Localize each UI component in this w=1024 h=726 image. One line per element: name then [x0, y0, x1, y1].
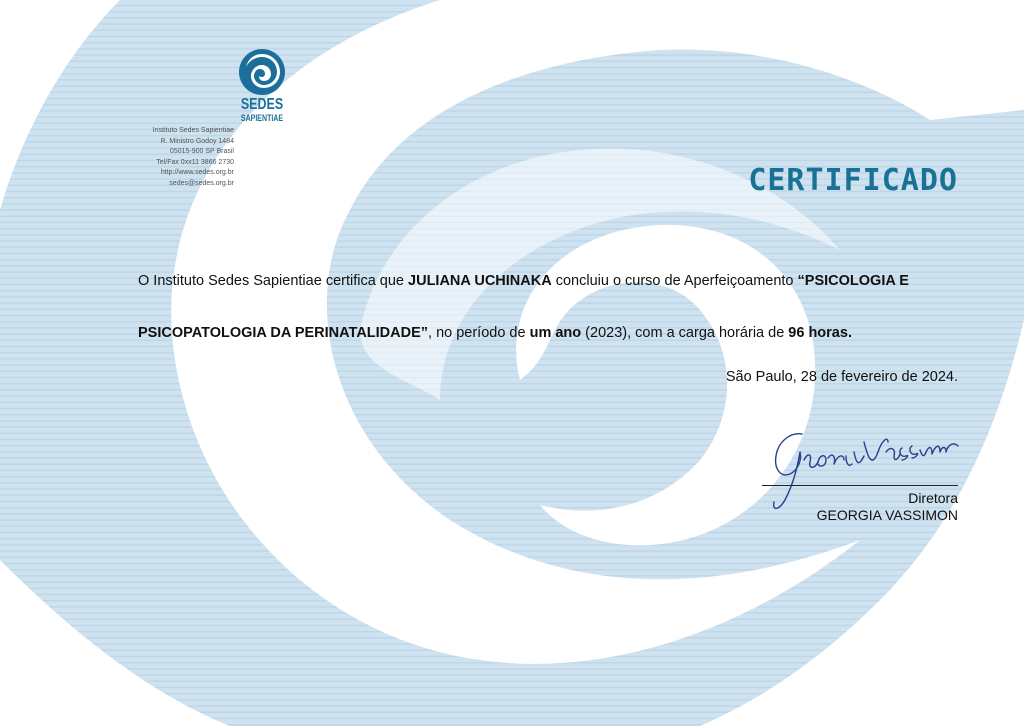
signer-name: GEORGIA VASSIMON — [816, 507, 958, 523]
signature-line — [762, 485, 958, 486]
course-name: “PSICOLOGIA E PSICOPATOLOGIA DA PERINATALIDADE” — [138, 273, 909, 341]
address-line: Instituto Sedes Sapientiae — [152, 127, 234, 134]
institution-address — [153, 126, 234, 190]
place-and-date: São Paulo, 28 de fevereiro de 2024. — [725, 369, 958, 385]
address-website: http://www.sedes.org.br — [160, 169, 234, 177]
address-line: Tel/Fax 0xx11 3866 2730 — [156, 158, 234, 166]
certificate-title: CERTIFICADO — [748, 163, 958, 198]
statement-text: (2023), com a carga horária de — [581, 325, 789, 341]
logo-subname: SAPIENTIAE — [240, 113, 284, 123]
statement-text: , no período de — [428, 325, 530, 341]
address-email: sedes@sedes.org.br — [169, 179, 234, 187]
course-hours: 96 horas. — [788, 325, 852, 341]
logo-name: SEDES — [240, 96, 284, 113]
certificate-statement — [138, 255, 968, 359]
signer-block — [817, 490, 958, 524]
statement-text: O Instituto Sedes Sapientiae certifica que — [138, 273, 409, 289]
statement-text: concluiu o curso de Aperfeiçoamento — [551, 273, 798, 289]
address-line: R. Ministro Godoy 1484 — [160, 137, 234, 145]
signer-role: Diretora — [908, 490, 958, 506]
course-duration: um ano — [529, 325, 582, 341]
sedes-spiral-icon — [238, 48, 286, 96]
address-line: 05015-900 SP Brasil — [169, 148, 234, 156]
institution-logo — [232, 48, 292, 123]
student-name: JULIANA UCHINAKA — [408, 273, 552, 289]
